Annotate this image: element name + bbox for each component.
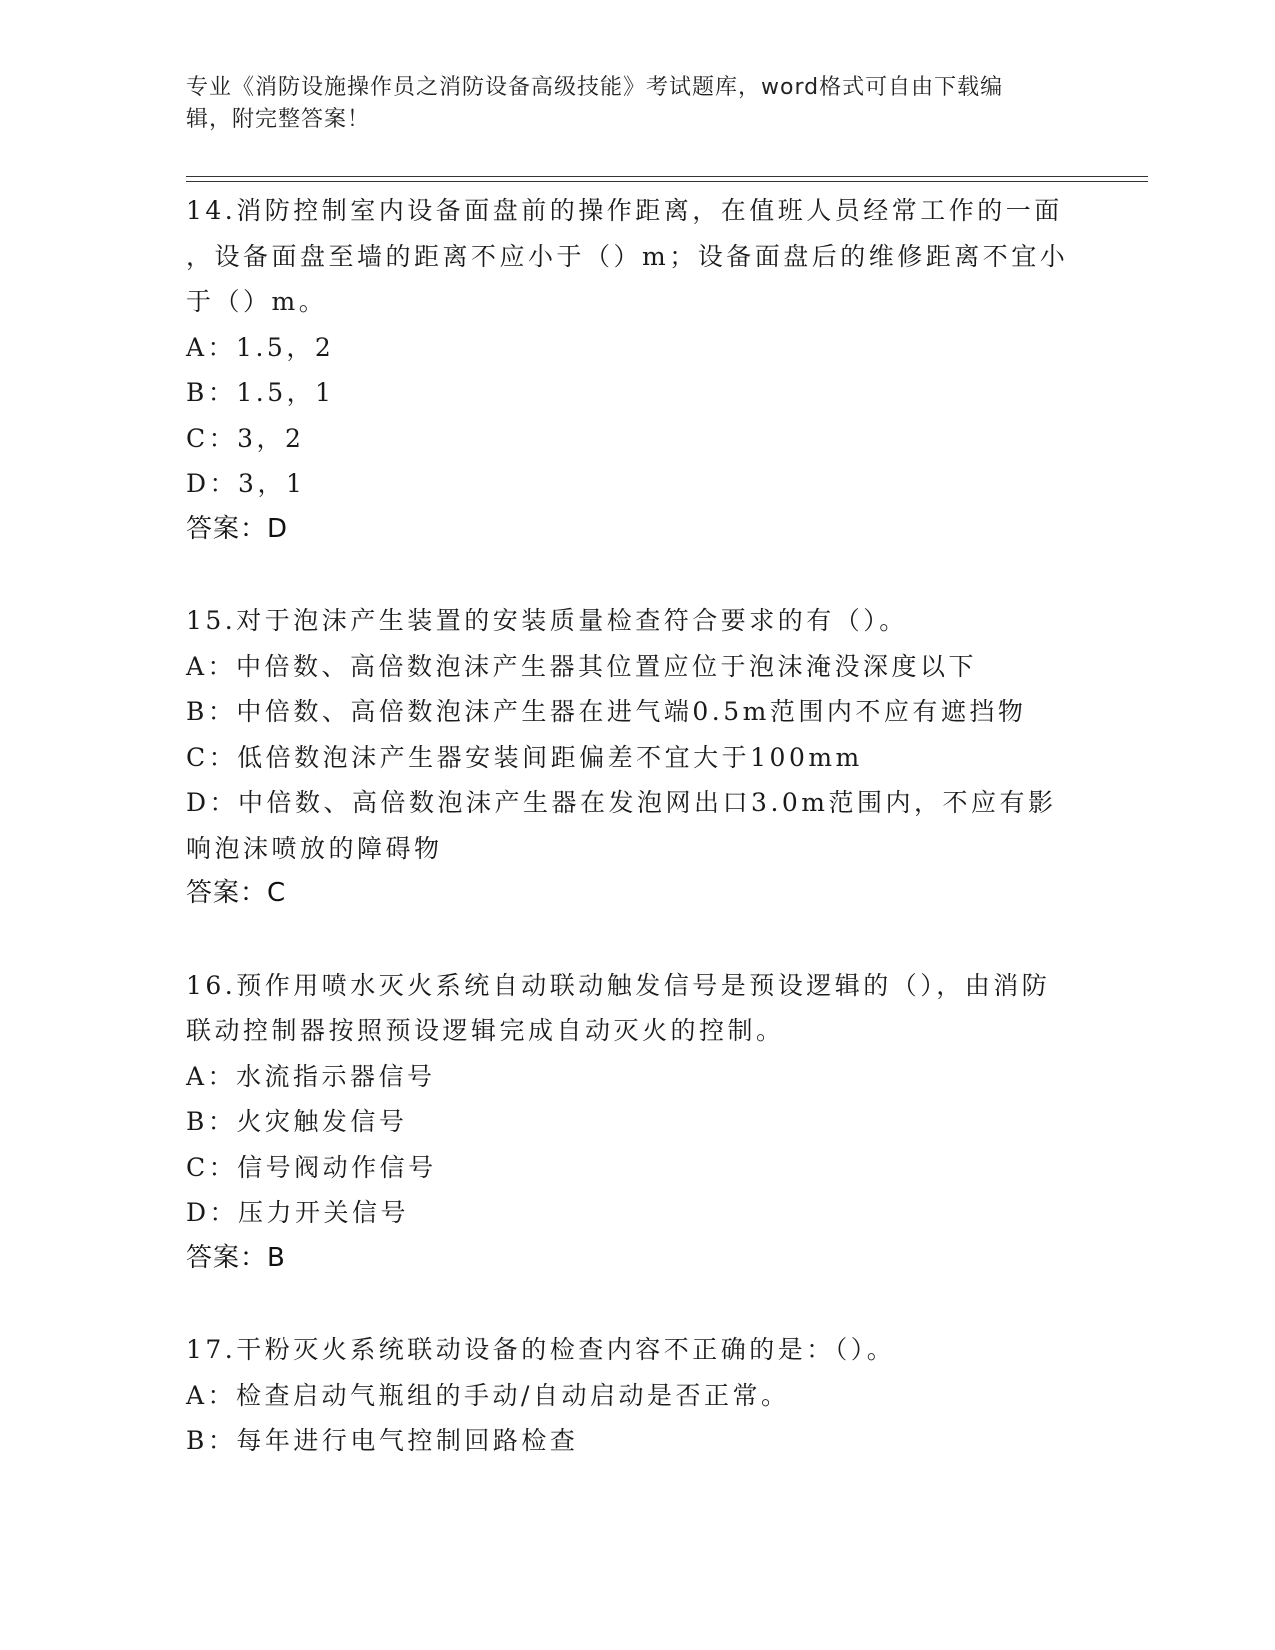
question-stem-line: 17.干粉灭火系统联动设备的检查内容不正确的是：（）。: [186, 1335, 896, 1364]
question-stem-line: 16.预作用喷水灭火系统自动联动触发信号是预设逻辑的（），由消防: [186, 970, 1051, 1000]
header-line-1: 专业《消防设施操作员之消防设备高级技能》考试题库，word格式可自由下载编: [186, 75, 1004, 100]
option-a: A：检查启动气瓶组的手动/自动启动是否正常。: [186, 1380, 790, 1410]
header-divider-bottom: [186, 181, 1148, 182]
question-list: [186, 188, 1086, 1510]
option-c: C：信号阀动作信号: [186, 1152, 437, 1182]
option-d-continuation: 响泡沫喷放的障碍物: [186, 833, 443, 863]
option-b: B：火灾触发信号: [186, 1107, 408, 1136]
option-a: A：水流指示器信号: [186, 1061, 436, 1091]
document-header: [186, 72, 1066, 136]
question-15: [186, 598, 1086, 917]
option-a: A：1.5，2: [186, 332, 335, 362]
option-c: C：低倍数泡沫产生器安装间距偏差不宜大于100mm: [186, 742, 863, 772]
option-c: C：3，2: [186, 423, 305, 453]
answer-label: 答案：C: [186, 878, 287, 908]
answer-label: 答案：D: [186, 513, 289, 544]
option-b: B：每年进行电气控制回路检查: [186, 1426, 579, 1455]
question-stem-line: 15.对于泡沫产生装置的安装质量检查符合要求的有（）。: [186, 606, 908, 635]
question-stem-line: ，设备面盘至墙的距离不应小于（）m；设备面盘后的维修距离不宜小: [186, 241, 1069, 271]
option-b: B：中倍数、高倍数泡沫产生器在进气端0.5m范围内不应有遮挡物: [186, 697, 1027, 726]
option-a: A：中倍数、高倍数泡沫产生器其位置应位于泡沫淹没深度以下: [186, 651, 978, 681]
option-d: D：3，1: [186, 469, 306, 498]
option-d: D：压力开关信号: [186, 1198, 410, 1227]
option-b: B：1.5，1: [186, 378, 335, 407]
header-divider-top: [186, 176, 1148, 177]
answer-label: 答案：B: [186, 1242, 286, 1273]
question-17: [186, 1327, 1086, 1464]
question-stem-line: 联动控制器按照预设逻辑完成自动灭火的控制。: [186, 1016, 785, 1045]
question-stem-line: 于（）m。: [186, 287, 328, 316]
option-d: D：中倍数、高倍数泡沫产生器在发泡网出口3.0m范围内，不应有影: [186, 788, 1057, 817]
question-stem-line: 14.消防控制室内设备面盘前的操作距离，在值班人员经常工作的一面: [186, 196, 1063, 225]
question-16: [186, 963, 1086, 1282]
question-14: [186, 188, 1086, 552]
header-line-2: 辑，附完整答案！: [186, 107, 371, 132]
